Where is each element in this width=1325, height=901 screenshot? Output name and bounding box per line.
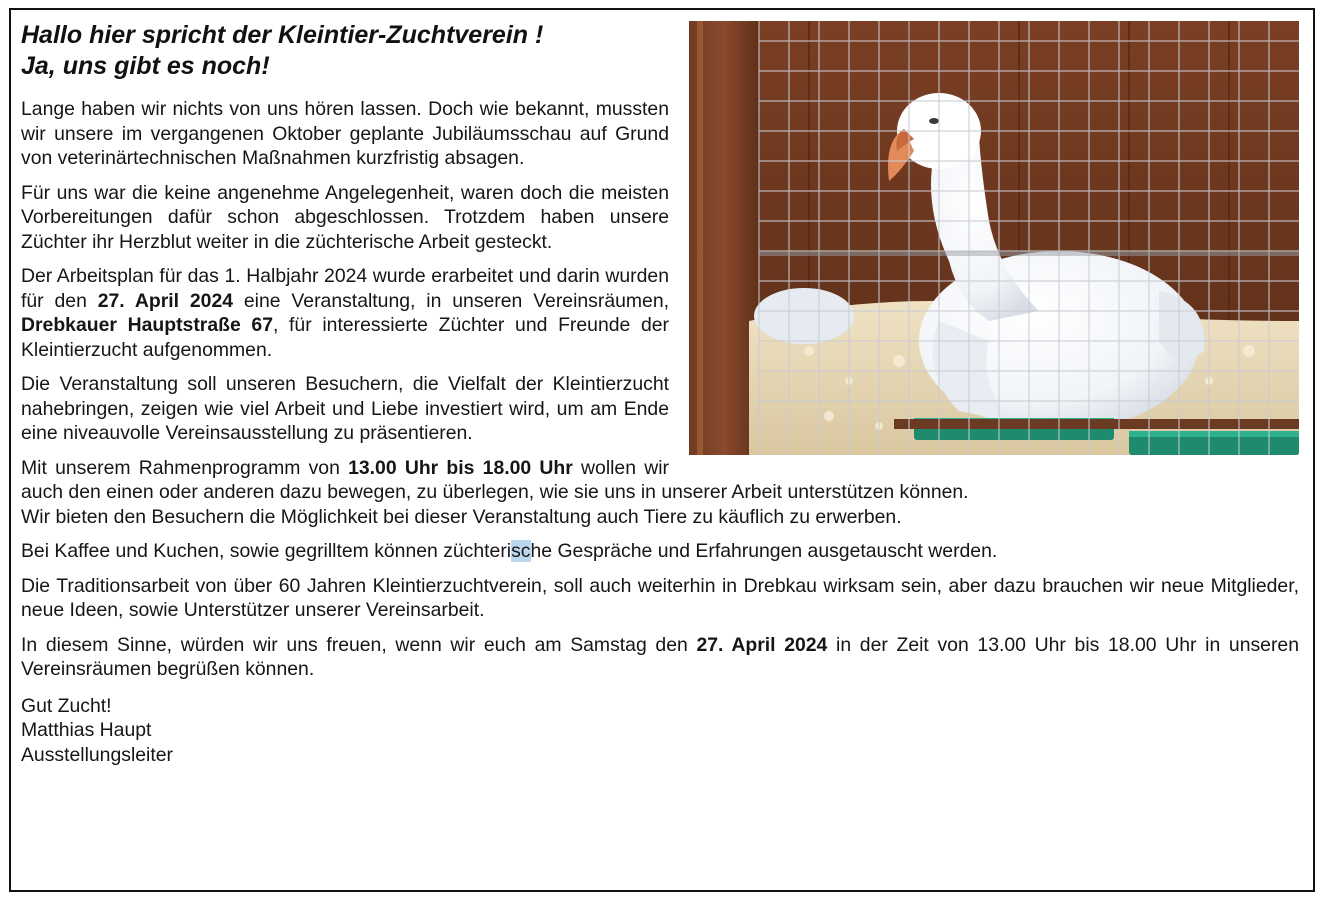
event-date: 27. April 2024 bbox=[97, 289, 234, 312]
paragraph-8-text-c: in der Zeit von 13.00 Uhr bis 18.00 Uhr in unseren Vereinsräumen begrüßen können. bbox=[21, 633, 1299, 680]
event-time: 13.00 Uhr bis 18.00 Uhr bbox=[348, 456, 573, 479]
paragraph-2: Für uns war die keine angenehme Angelegenheit, waren doch die meisten Vorbereitungen dafür schon abgeschlossen. Trotzdem haben unsere Züchter ihr Herzblut weiter in die züchterische Arbeit gesteckt. bbox=[21, 181, 669, 253]
paragraph-1: Lange haben wir nichts von uns hören lassen. Doch wie bekannt, mussten wir unsere im vergangenen Oktober geplante Jubiläumsschau auf Grund von veterinärtechnischen Maßnahmen kurzfristig absagen. bbox=[21, 98, 669, 169]
signature-name: Matthias Haupt bbox=[21, 719, 152, 741]
event-address: Drebkauer Hauptstraße 67 bbox=[21, 314, 273, 336]
paragraph-5-text-c: wollen wir auch den einen oder anderen dazu bewegen, zu überlegen, wie sie uns in unserer Arbeit unterstützen können. bbox=[21, 456, 969, 503]
paragraph-8-text-a: In diesem Sinne, würden wir uns freuen, wenn wir euch am Samstag den bbox=[21, 633, 697, 656]
paragraph-5-text-a: Mit unserem Rahmenprogramm von bbox=[21, 456, 349, 479]
article-body bbox=[21, 20, 1299, 767]
paragraph-3-text-e: , für interessierte Züchter und Freunde der Kleintierzucht aufgenommen. bbox=[21, 314, 670, 361]
paragraph-5 bbox=[21, 456, 1299, 530]
paragraph-5-text-d: Wir bieten den Besuchern die Möglichkeit bei dieser Veranstaltung auch Tiere zu käuflich zu erwerben. bbox=[21, 505, 902, 528]
paragraph-3-text-c: eine Veranstaltung, in unseren Vereinsräumen, bbox=[233, 289, 669, 312]
title-line-1: Hallo hier spricht der Kleintier-Zuchtverein ! bbox=[21, 21, 544, 49]
paragraph-6 bbox=[21, 539, 1299, 564]
paragraph-8 bbox=[21, 633, 1299, 682]
event-date-repeat: 27. April 2024 bbox=[696, 633, 828, 656]
signature-greeting: Gut Zucht! bbox=[21, 694, 112, 717]
article-frame bbox=[9, 8, 1315, 892]
title-line-2: Ja, uns gibt es noch! bbox=[21, 52, 270, 80]
goose-photo bbox=[689, 21, 1299, 455]
paragraph-4: Die Veranstaltung soll unseren Besuchern, die Vielfalt der Kleintierzucht nahebringen, zeigen wie viel Arbeit und Liebe investiert wird, um am Ende eine niveauvolle Vereinsausstellung zu präsentieren. bbox=[21, 373, 669, 444]
paragraph-3-text-a: Der Arbeitsplan für das 1. Halbjahr 2024 wurde erarbeitet und darin wurden für den bbox=[21, 265, 669, 312]
paragraph-6-text-a: Bei Kaffee und Kuchen, sowie gegrilltem können züchteri bbox=[21, 540, 512, 562]
text-selection-highlight: sc bbox=[511, 540, 531, 562]
signature-block bbox=[21, 694, 1299, 768]
signature-role: Ausstellungsleiter bbox=[21, 743, 173, 766]
paragraph-7: Die Traditionsarbeit von über 60 Jahren Kleintierzuchtverein, soll auch weiterhin in Drebkau wirksam sein, aber dazu brauchen wir neue Mitglieder, neue Ideen, sowie Unterstützer unserer Vereinsarbeit. bbox=[21, 574, 1299, 621]
paragraph-6-text-c: he Gespräche und Erfahrungen ausgetauscht werden. bbox=[530, 540, 998, 562]
